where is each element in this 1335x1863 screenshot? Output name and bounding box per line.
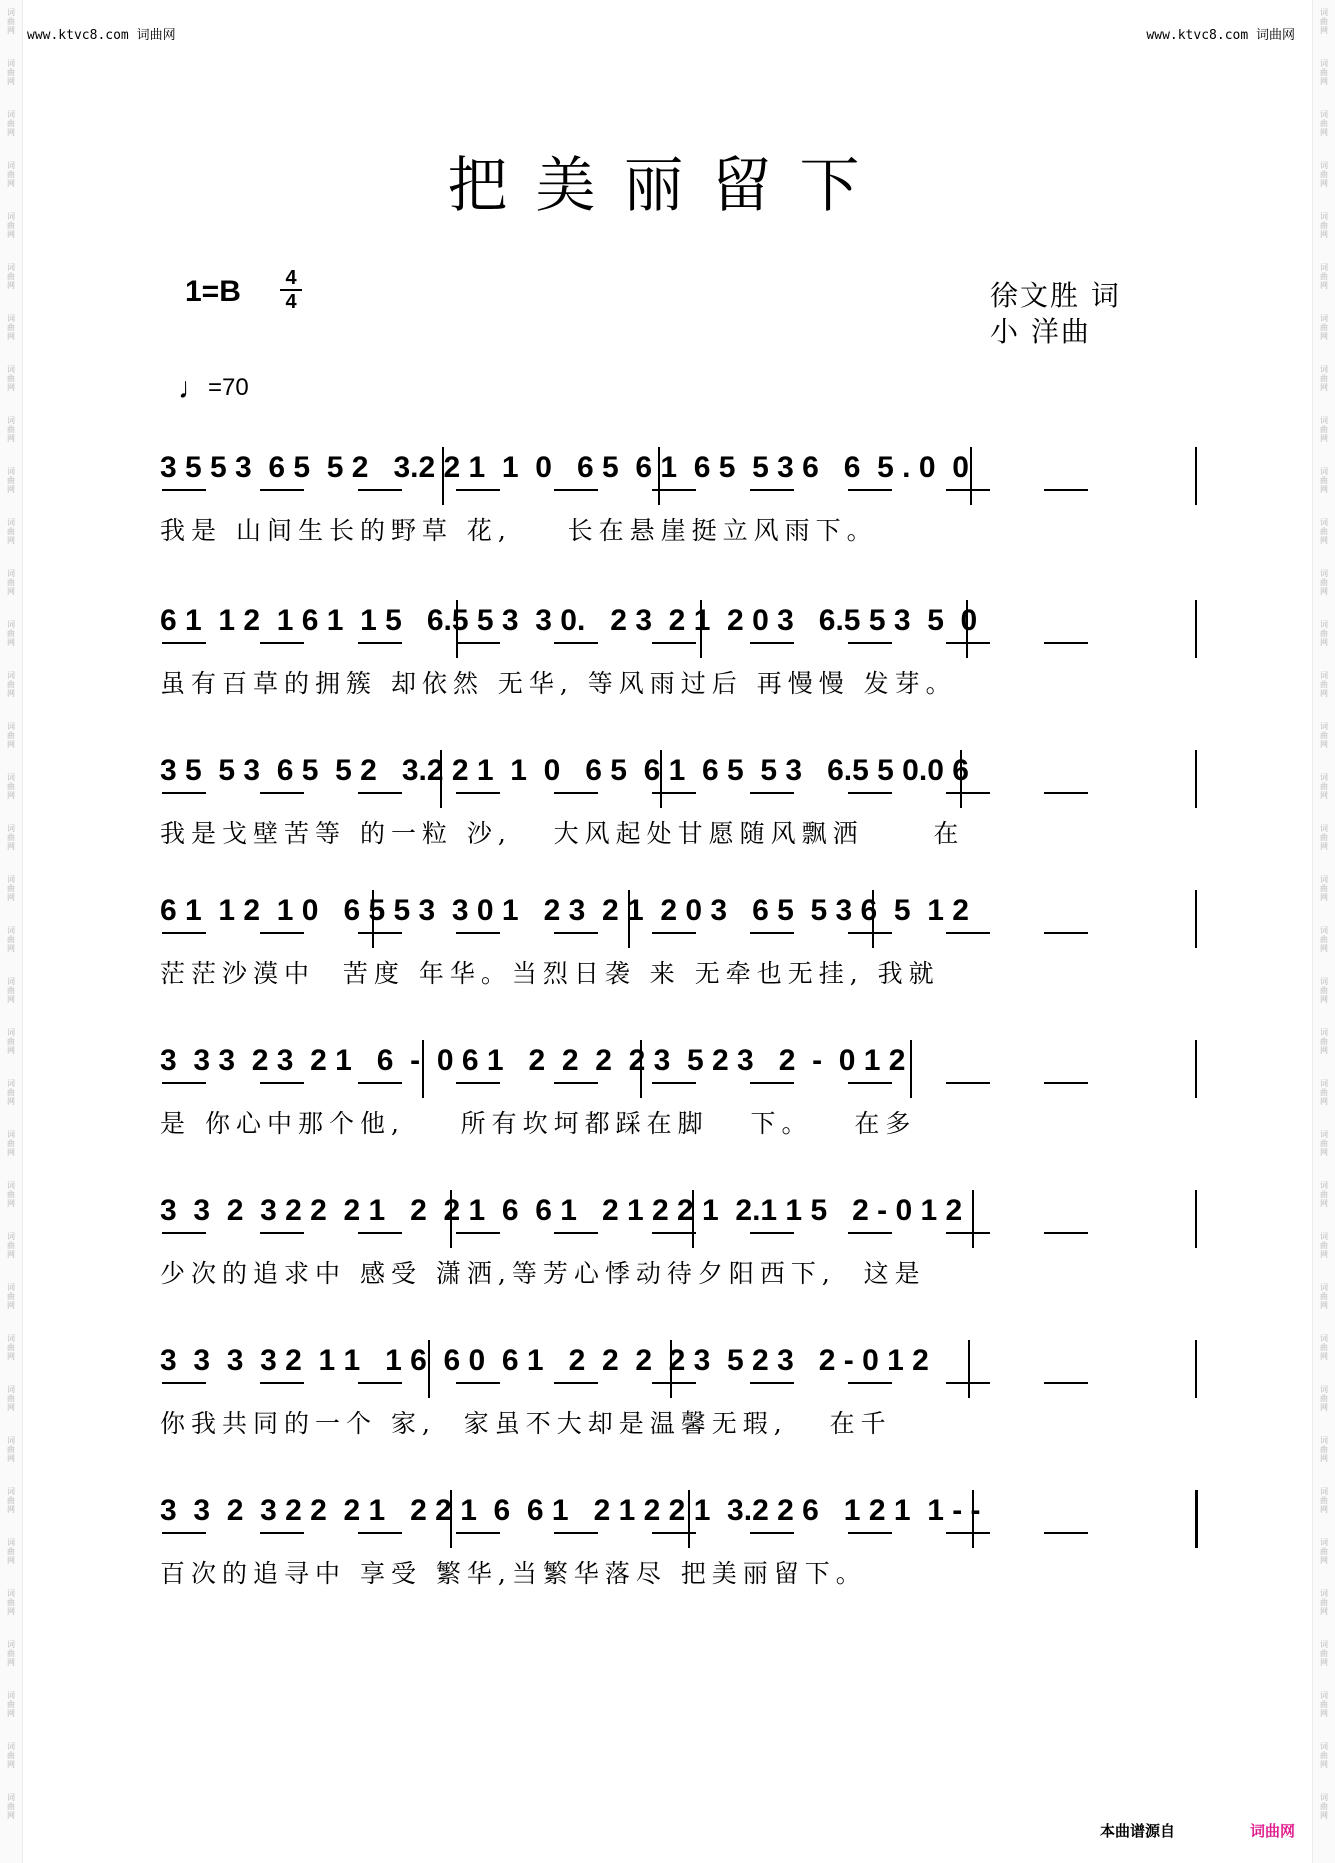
beam-underline bbox=[260, 1082, 304, 1084]
beam-underline bbox=[652, 1082, 696, 1084]
beam-underline bbox=[162, 489, 206, 491]
beam-underline bbox=[260, 1532, 304, 1534]
beam-underline bbox=[554, 792, 598, 794]
bar-line bbox=[1195, 1040, 1197, 1098]
side-watermark-text: 词 曲 网 bbox=[7, 875, 15, 902]
side-watermark-text: 词 曲 网 bbox=[7, 161, 15, 188]
beam-underline bbox=[652, 642, 696, 644]
bar-line bbox=[972, 1190, 974, 1248]
beam-underline bbox=[1044, 1082, 1088, 1084]
side-watermark-text: 词 曲 网 bbox=[7, 518, 15, 545]
beam-underline bbox=[162, 792, 206, 794]
side-watermark-text: 词 曲 网 bbox=[1320, 314, 1328, 341]
side-watermark-text: 词 曲 网 bbox=[1320, 110, 1328, 137]
bar-line bbox=[688, 1490, 690, 1548]
beam-underline bbox=[260, 1382, 304, 1384]
bar-line bbox=[960, 750, 962, 808]
beam-underline bbox=[358, 792, 402, 794]
beam-underline bbox=[554, 1232, 598, 1234]
beam-underline bbox=[652, 792, 696, 794]
side-watermark-text: 词 曲 网 bbox=[7, 1589, 15, 1616]
quarter-note-icon: ♩ bbox=[178, 372, 208, 405]
score-system bbox=[160, 1468, 1195, 1618]
side-watermark-text: 词 曲 网 bbox=[1320, 467, 1328, 494]
side-watermark-text: 词 曲 网 bbox=[7, 1181, 15, 1208]
lyrics-line: 茫茫沙漠中 苦度 年华。当烈日袭 来 无牵也无挂, 我就 bbox=[160, 959, 940, 988]
bar-line bbox=[660, 750, 662, 808]
side-watermark-text: 词 曲 网 bbox=[7, 314, 15, 341]
bar-line bbox=[670, 1340, 672, 1398]
bar-line bbox=[450, 1490, 452, 1548]
footer-brand: 词曲网 bbox=[1250, 1822, 1296, 1840]
side-watermark-text: 词 曲 网 bbox=[1320, 365, 1328, 392]
score-system bbox=[160, 1018, 1195, 1168]
lyrics-line: 我是 山间生长的野草 花, 长在悬崖挺立风雨下。 bbox=[160, 516, 878, 545]
side-watermark-text: 词 曲 网 bbox=[1320, 1691, 1328, 1718]
bar-line bbox=[450, 1190, 452, 1248]
side-watermark-text: 词 曲 网 bbox=[7, 1385, 15, 1412]
score-system bbox=[160, 1318, 1195, 1468]
beam-underline bbox=[554, 932, 598, 934]
side-watermark-text: 词 曲 网 bbox=[1320, 773, 1328, 800]
beam-underline bbox=[652, 932, 696, 934]
beam-underline bbox=[848, 792, 892, 794]
beam-underline bbox=[1044, 489, 1088, 491]
side-watermark-text: 词 曲 网 bbox=[1320, 1028, 1328, 1055]
beam-underline bbox=[946, 1232, 990, 1234]
bar-line bbox=[966, 600, 968, 658]
watermark-top-right: www.ktvc8.com 词曲网 bbox=[1146, 28, 1295, 43]
beam-underline bbox=[162, 642, 206, 644]
side-watermark-text: 词 曲 网 bbox=[7, 1538, 15, 1565]
side-watermark-text: 词 曲 网 bbox=[1320, 1334, 1328, 1361]
beam-underline bbox=[554, 489, 598, 491]
beam-underline bbox=[358, 1232, 402, 1234]
bar-line bbox=[1195, 750, 1197, 808]
side-watermark-text: 词 曲 网 bbox=[7, 1742, 15, 1769]
watermark-top-left: www.ktvc8.com 词曲网 bbox=[27, 28, 176, 43]
side-watermark-text: 词 曲 网 bbox=[1320, 722, 1328, 749]
lyrics-line: 是 你心中那个他, 所有坎坷都踩在脚 下。 在多 bbox=[160, 1109, 917, 1138]
side-watermark-text: 词 曲 网 bbox=[7, 467, 15, 494]
side-watermark-text: 词 曲 网 bbox=[7, 1487, 15, 1514]
side-watermark-text: 词 曲 网 bbox=[7, 1793, 15, 1820]
beam-underline bbox=[848, 1532, 892, 1534]
score-system bbox=[160, 578, 1195, 728]
side-watermark-text: 词 曲 网 bbox=[7, 1691, 15, 1718]
score-system bbox=[160, 425, 1195, 575]
bar-line bbox=[428, 1340, 430, 1398]
beam-underline bbox=[848, 642, 892, 644]
bar-line bbox=[972, 1490, 974, 1548]
side-watermark-text: 词 曲 网 bbox=[1320, 212, 1328, 239]
bar-line bbox=[872, 890, 874, 948]
beam-underline bbox=[946, 1532, 990, 1534]
beam-underline bbox=[358, 1382, 402, 1384]
time-signature-bottom: 4 bbox=[280, 289, 302, 313]
beam-underline bbox=[456, 1382, 500, 1384]
side-watermark-text: 词 曲 网 bbox=[1320, 1283, 1328, 1310]
beam-underline bbox=[162, 1382, 206, 1384]
side-watermark-text: 词 曲 网 bbox=[7, 824, 15, 851]
beam-underline bbox=[848, 932, 892, 934]
side-watermark-text: 词 曲 网 bbox=[1320, 1538, 1328, 1565]
bar-line bbox=[628, 890, 630, 948]
beam-underline bbox=[848, 1082, 892, 1084]
beam-underline bbox=[1044, 792, 1088, 794]
beam-underline bbox=[358, 642, 402, 644]
lyrics-line: 百次的追寻中 享受 繁华,当繁华落尽 把美丽留下。 bbox=[160, 1559, 867, 1588]
side-watermark-text: 词 曲 网 bbox=[7, 1028, 15, 1055]
side-watermark-text: 词 曲 网 bbox=[7, 1334, 15, 1361]
beam-underline bbox=[260, 642, 304, 644]
bar-line bbox=[1195, 1340, 1197, 1398]
bar-line bbox=[1195, 1490, 1198, 1548]
side-watermark-text: 词 曲 网 bbox=[7, 110, 15, 137]
side-watermark-text: 词 曲 网 bbox=[1320, 1793, 1328, 1820]
side-watermark-text: 词 曲 网 bbox=[7, 1232, 15, 1259]
credits bbox=[990, 278, 1121, 350]
side-watermark-text: 词 曲 网 bbox=[1320, 518, 1328, 545]
side-watermark-text: 词 曲 网 bbox=[1320, 824, 1328, 851]
side-watermark-text: 词 曲 网 bbox=[7, 365, 15, 392]
time-signature bbox=[280, 267, 302, 313]
side-watermark-text: 词 曲 网 bbox=[7, 1436, 15, 1463]
side-watermark-text: 词 曲 网 bbox=[1320, 1232, 1328, 1259]
side-watermark-text: 词 曲 网 bbox=[7, 722, 15, 749]
beam-underline bbox=[750, 1532, 794, 1534]
bar-line bbox=[422, 1040, 424, 1098]
side-watermark-text: 词 曲 网 bbox=[7, 416, 15, 443]
beam-underline bbox=[750, 932, 794, 934]
beam-underline bbox=[750, 1382, 794, 1384]
footer-source: 本曲谱源自 bbox=[1100, 1822, 1176, 1840]
beam-underline bbox=[358, 489, 402, 491]
side-watermark-text: 词 曲 网 bbox=[1320, 620, 1328, 647]
bar-line bbox=[1195, 1190, 1197, 1248]
side-watermark-text: 词 曲 网 bbox=[1320, 161, 1328, 188]
notation-line: 3 3 2 3 2 2 2 1 2 2 1 6 6 1 2 1 2 2 1 2.1 1 5 2 - 0 1 2 bbox=[160, 1194, 963, 1227]
beam-underline bbox=[1044, 1532, 1088, 1534]
notation-line: 3 5 5 3 6 5 5 2 3.2 2 1 1 0 6 5 6 1 6 5 5 3 6 6 5 . 0 0 bbox=[160, 451, 969, 484]
score-system bbox=[160, 868, 1195, 1018]
side-watermark-text: 词 曲 网 bbox=[1320, 671, 1328, 698]
side-watermark-text: 词 曲 网 bbox=[7, 620, 15, 647]
lyrics-line: 虽有百草的拥簇 却依然 无华, 等风雨过后 再慢慢 发芽。 bbox=[160, 669, 957, 698]
beam-underline bbox=[260, 489, 304, 491]
bar-line bbox=[658, 447, 660, 505]
beam-underline bbox=[946, 642, 990, 644]
side-watermark-text: 词 曲 网 bbox=[7, 926, 15, 953]
side-watermark-text: 词 曲 网 bbox=[1320, 875, 1328, 902]
side-watermark-text: 词 曲 网 bbox=[1320, 263, 1328, 290]
beam-underline bbox=[652, 1232, 696, 1234]
bar-line bbox=[968, 1340, 970, 1398]
bar-line bbox=[372, 890, 374, 948]
side-watermark-text: 词 曲 网 bbox=[7, 59, 15, 86]
beam-underline bbox=[260, 792, 304, 794]
beam-underline bbox=[1044, 932, 1088, 934]
side-watermark-text: 词 曲 网 bbox=[7, 212, 15, 239]
beam-underline bbox=[358, 1082, 402, 1084]
beam-underline bbox=[750, 792, 794, 794]
tempo-value: =70 bbox=[208, 374, 249, 401]
lyrics-line: 我是戈壁苦等 的一粒 沙, 大风起处甘愿随风飘洒 在 bbox=[160, 819, 965, 848]
side-watermark-text: 词 曲 网 bbox=[1320, 1385, 1328, 1412]
beam-underline bbox=[946, 932, 990, 934]
beam-underline bbox=[750, 1082, 794, 1084]
beam-underline bbox=[358, 932, 402, 934]
side-watermark-text: 词 曲 网 bbox=[7, 1079, 15, 1106]
beam-underline bbox=[848, 1382, 892, 1384]
notation-line: 3 3 3 2 3 2 1 6 - 0 6 1 2 2 2 2 3 5 2 3 2 - 0 1 2 bbox=[160, 1044, 906, 1077]
beam-underline bbox=[1044, 642, 1088, 644]
beam-underline bbox=[260, 1232, 304, 1234]
beam-underline bbox=[750, 489, 794, 491]
beam-underline bbox=[1044, 1382, 1088, 1384]
side-watermark-text: 词 曲 网 bbox=[7, 671, 15, 698]
bar-line bbox=[1195, 890, 1197, 948]
notation-line: 6 1 1 2 1 0 6 5 5 3 3 0 1 2 3 2 1 2 0 3 6 5 5 3 6 5 1 2 bbox=[160, 894, 969, 927]
lyricist-credit: 徐文胜 词 bbox=[990, 279, 1121, 312]
side-watermark-text: 词 曲 网 bbox=[1320, 1436, 1328, 1463]
beam-underline bbox=[946, 792, 990, 794]
beam-underline bbox=[554, 1382, 598, 1384]
beam-underline bbox=[554, 1082, 598, 1084]
beam-underline bbox=[750, 642, 794, 644]
beam-underline bbox=[946, 1082, 990, 1084]
side-watermark-text: 词 曲 网 bbox=[1320, 1079, 1328, 1106]
side-watermark-text: 词 曲 网 bbox=[7, 977, 15, 1004]
beam-underline bbox=[162, 1532, 206, 1534]
beam-underline bbox=[260, 932, 304, 934]
side-watermark-text: 词 曲 网 bbox=[7, 1640, 15, 1667]
beam-underline bbox=[456, 1232, 500, 1234]
bar-line bbox=[970, 447, 972, 505]
side-watermark-text: 词 曲 网 bbox=[1320, 569, 1328, 596]
composer-credit: 小 洋曲 bbox=[990, 315, 1091, 348]
side-watermark-text: 词 曲 网 bbox=[7, 569, 15, 596]
right-watermark-strip bbox=[1312, 0, 1335, 1863]
bar-line bbox=[442, 447, 444, 505]
side-watermark-text: 词 曲 网 bbox=[1320, 59, 1328, 86]
side-watermark-text: 词 曲 网 bbox=[7, 1130, 15, 1157]
side-watermark-text: 词 曲 网 bbox=[1320, 977, 1328, 1004]
bar-line bbox=[700, 600, 702, 658]
notation-line: 3 5 5 3 6 5 5 2 3.2 2 1 1 0 6 5 6 1 6 5 5 3 6.5 5 0.0 6 bbox=[160, 754, 969, 787]
side-watermark-text: 词 曲 网 bbox=[7, 8, 15, 35]
side-watermark-text: 词 曲 网 bbox=[1320, 1640, 1328, 1667]
beam-underline bbox=[358, 1532, 402, 1534]
side-watermark-text: 词 曲 网 bbox=[7, 773, 15, 800]
bar-line bbox=[640, 1040, 642, 1098]
beam-underline bbox=[456, 1532, 500, 1534]
lyrics-line: 少次的追求中 感受 潇洒,等芳心悸动待夕阳西下, 这是 bbox=[160, 1259, 926, 1288]
bar-line bbox=[692, 1190, 694, 1248]
beam-underline bbox=[162, 1082, 206, 1084]
beam-underline bbox=[652, 1382, 696, 1384]
tempo-marking bbox=[178, 372, 249, 406]
beam-underline bbox=[554, 642, 598, 644]
notation-line: 3 3 2 3 2 2 2 1 2 2 1 6 6 1 2 1 2 2 1 3.2 2 6 1 2 1 1 - - bbox=[160, 1494, 981, 1527]
beam-underline bbox=[946, 489, 990, 491]
side-watermark-text: 词 曲 网 bbox=[7, 1283, 15, 1310]
beam-underline bbox=[1044, 1232, 1088, 1234]
beam-underline bbox=[456, 1082, 500, 1084]
notation-line: 6 1 1 2 1 6 1 1 5 6.5 5 3 3 0. 2 3 2 1 2 0 3 6.5 5 3 5 0 bbox=[160, 604, 978, 637]
song-title: 把美丽留下 bbox=[447, 151, 888, 221]
bar-line bbox=[910, 1040, 912, 1098]
time-signature-top: 4 bbox=[285, 267, 297, 289]
bar-line bbox=[456, 600, 458, 658]
side-watermark-text: 词 曲 网 bbox=[1320, 926, 1328, 953]
side-watermark-text: 词 曲 网 bbox=[1320, 1181, 1328, 1208]
key-signature: 1=B bbox=[185, 275, 241, 308]
beam-underline bbox=[162, 1232, 206, 1234]
beam-underline bbox=[848, 489, 892, 491]
side-watermark-text: 词 曲 网 bbox=[1320, 1487, 1328, 1514]
beam-underline bbox=[554, 1532, 598, 1534]
left-watermark-strip bbox=[0, 0, 23, 1863]
side-watermark-text: 词 曲 网 bbox=[1320, 416, 1328, 443]
beam-underline bbox=[456, 642, 500, 644]
bar-line bbox=[1195, 447, 1197, 505]
beam-underline bbox=[162, 932, 206, 934]
beam-underline bbox=[848, 1232, 892, 1234]
beam-underline bbox=[750, 1232, 794, 1234]
beam-underline bbox=[456, 932, 500, 934]
bar-line bbox=[1195, 600, 1197, 658]
notation-line: 3 3 3 3 2 1 1 1 6 6 0 6 1 2 2 2 2 3 5 2 3 2 - 0 1 2 bbox=[160, 1344, 929, 1377]
beam-underline bbox=[456, 792, 500, 794]
bar-line bbox=[440, 750, 442, 808]
side-watermark-text: 词 曲 网 bbox=[1320, 1742, 1328, 1769]
score-system bbox=[160, 1168, 1195, 1318]
score-system bbox=[160, 728, 1195, 878]
side-watermark-text: 词 曲 网 bbox=[1320, 1130, 1328, 1157]
side-watermark-text: 词 曲 网 bbox=[1320, 8, 1328, 35]
side-watermark-text: 词 曲 网 bbox=[1320, 1589, 1328, 1616]
side-watermark-text: 词 曲 网 bbox=[7, 263, 15, 290]
beam-underline bbox=[456, 489, 500, 491]
lyrics-line: 你我共同的一个 家, 家虽不大却是温馨无瑕, 在千 bbox=[160, 1409, 892, 1438]
